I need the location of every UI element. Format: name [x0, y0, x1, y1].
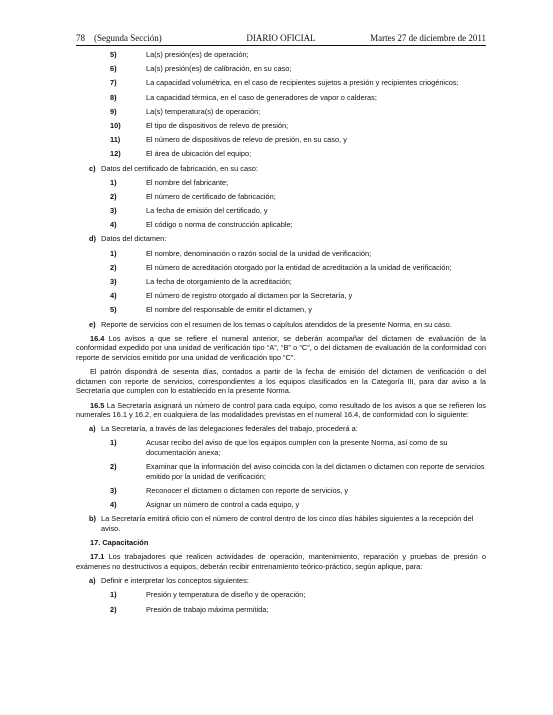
item-label: 3) [110, 486, 117, 496]
list-item [76, 93, 486, 103]
paragraph-text: Los avisos a que se refiere el numeral anterior, se deberán acompañar del dictamen de evaluación de la conformidad expedido por una unidad de verificación tipo “A”, “B” o “C”, o del dictamen de evaluación de la conformidad con reporte de servicios emitido por una unidad de verificación tipo “C”. [76, 333, 486, 362]
item-text: La Secretaría, a través de las delegaciones federales del trabajo, procederá a: [101, 424, 358, 434]
paragraph [76, 334, 486, 363]
item-label: 1) [110, 177, 117, 187]
item-text: Examinar que la información del aviso coincida con la del dictamen o dictamen con reporte de servicios emitido por la unidad de verificación; [146, 462, 485, 481]
item-label: a) [89, 424, 96, 434]
item-text: Datos del dictamen: [101, 234, 167, 244]
item-text: Asignar un número de control a cada equipo, y [146, 500, 300, 510]
list-item [76, 149, 486, 159]
header-rule [76, 45, 486, 46]
section-label: (Segunda Sección) [94, 33, 162, 43]
item-label: 1) [110, 438, 117, 448]
item-label: 8) [110, 92, 117, 102]
item-text: Presión de trabajo máxima permitida; [146, 604, 269, 614]
list-item [76, 291, 486, 301]
item-label: 1) [110, 590, 117, 600]
list-item [76, 64, 486, 74]
section-item [76, 234, 486, 244]
item-label: 4) [110, 500, 117, 510]
item-label: 7) [110, 78, 117, 88]
item-text: El nombre, denominación o razón social de la unidad de verificación; [146, 248, 372, 258]
item-label: e) [89, 319, 96, 329]
item-label: 4) [110, 291, 117, 301]
item-text: El número de certificado de fabricación; [146, 191, 276, 201]
item-label: 2) [110, 262, 117, 272]
item-text: La(s) presión(es) de operación; [146, 50, 249, 59]
item-label: 5) [110, 50, 117, 59]
item-label: 2) [110, 604, 117, 614]
list-item [76, 605, 486, 615]
list-item [76, 277, 486, 287]
page-number: 78 [76, 33, 85, 43]
item-label: 3) [110, 277, 117, 286]
list-item [76, 135, 486, 145]
document-body [76, 50, 486, 619]
item-label: a) [89, 576, 96, 586]
paragraph [76, 367, 486, 396]
item-label: 11) [110, 135, 121, 145]
item-label: 9) [110, 106, 117, 116]
item-text: El tipo de dispositivos de relevo de presión; [146, 120, 289, 130]
paragraph-number: 17.1 [90, 552, 105, 562]
item-label: 2) [110, 462, 117, 472]
item-text: El número de dispositivos de relevo de presión, en su caso, y [146, 135, 347, 145]
item-text: La(s) temperatura(s) de operación; [146, 106, 261, 116]
section-item [76, 424, 486, 434]
section-item [76, 514, 486, 533]
item-text: Definir e interpretar los conceptos siguientes: [101, 576, 249, 586]
item-label: 6) [110, 64, 117, 74]
item-label: c) [89, 163, 96, 173]
list-item [76, 206, 486, 216]
item-text: El código o norma de construcción aplicable; [146, 220, 293, 230]
list-item [76, 263, 486, 273]
item-label: 12) [110, 149, 121, 159]
list-item [76, 249, 486, 259]
item-text: El nombre del fabricante; [146, 177, 229, 187]
list-item [76, 438, 486, 457]
item-text: La Secretaría emitirá oficio con el número de control dentro de los cinco días hábiles siguientes a la recepción del aviso. [101, 514, 474, 533]
list-item [76, 121, 486, 131]
list-item [76, 590, 486, 600]
list-item [76, 107, 486, 117]
item-text: Datos del certificado de fabricación, en su caso: [101, 163, 258, 173]
list-item [76, 50, 486, 60]
paragraph [76, 401, 486, 420]
list-item [76, 192, 486, 202]
item-text: El número de registro otorgado al dictamen por la Secretaría, y [146, 291, 353, 301]
item-text: La capacidad térmica, en el caso de generadores de vapor o calderas; [146, 92, 377, 102]
paragraph-text: La Secretaría asignará un número de control para cada equipo, como resultado de los avisos a que se refieren los numerales 16.1 y 16.2, en cualquiera de las modalidades previstas en el numeral 16.4, de conformidad con lo siguiente: [76, 400, 486, 420]
item-label: b) [89, 514, 96, 524]
publication-title: DIARIO OFICIAL [246, 33, 316, 43]
item-text: Reporte de servicios con el resumen de los temas o capítulos atendidos de la presente Norma, en su caso. [101, 319, 452, 329]
list-item [76, 178, 486, 188]
item-text: Reconocer el dictamen o dictamen con reporte de servicios, y [146, 486, 349, 496]
section-item [76, 320, 486, 330]
list-item [76, 486, 486, 496]
section-heading: 17. Capacitación [90, 538, 149, 548]
item-label: 1) [110, 248, 117, 258]
item-label: 2) [110, 191, 117, 201]
paragraph-text: Los trabajadores que realicen actividades de operación, mantenimiento, reparación y pruebas de presión o exámenes no destructivos a equipos, deberán recibir entrenamiento teórico-práctico, según aplique, para: [76, 552, 486, 571]
item-text: El nombre del responsable de emitir el dictamen, y [146, 305, 312, 315]
list-item [76, 78, 486, 88]
item-text: La(s) presión(es) de calibración, en su caso; [146, 64, 292, 74]
item-text: El área de ubicación del equipo; [146, 149, 252, 159]
item-text: La fecha de otorgamiento de la acreditación; [146, 277, 292, 286]
item-label: d) [89, 234, 96, 244]
list-item [76, 500, 486, 510]
paragraph-number: 16.4 [90, 333, 105, 343]
item-label: 5) [110, 305, 117, 315]
item-label: 10) [110, 120, 121, 130]
publication-date: Martes 27 de diciembre de 2011 [370, 33, 486, 43]
item-label: 3) [110, 206, 117, 216]
section-item [76, 164, 486, 174]
section-item [76, 576, 486, 586]
item-label: 4) [110, 220, 117, 230]
paragraph-number: 16.5 [90, 400, 105, 410]
item-text: Acusar recibo del aviso de que los equipos cumplen con la presente Norma, así como de su documentación anexa; [146, 438, 448, 458]
list-item [76, 305, 486, 315]
list-item [76, 462, 486, 481]
paragraph-text: El patrón dispondrá de sesenta días, contados a partir de la fecha de emisión del dictamen de verificación o del dictamen con reporte de servicios, correspondientes a los equipos clasificados en la Categoría III, para dar aviso a la Secretaría que cumplen con lo establecido en la presente Norma. [76, 367, 486, 396]
item-text: Presión y temperatura de diseño y de operación; [146, 590, 306, 600]
item-text: La fecha de emisión del certificado, y [146, 206, 268, 216]
list-item [76, 220, 486, 230]
paragraph [76, 552, 486, 571]
item-text: La capacidad volumétrica, en el caso de recipientes sujetos a presión y recipientes criogénicos; [146, 78, 459, 88]
item-text: El número de acreditación otorgado por la entidad de acreditación a la unidad de verificación; [146, 262, 452, 272]
